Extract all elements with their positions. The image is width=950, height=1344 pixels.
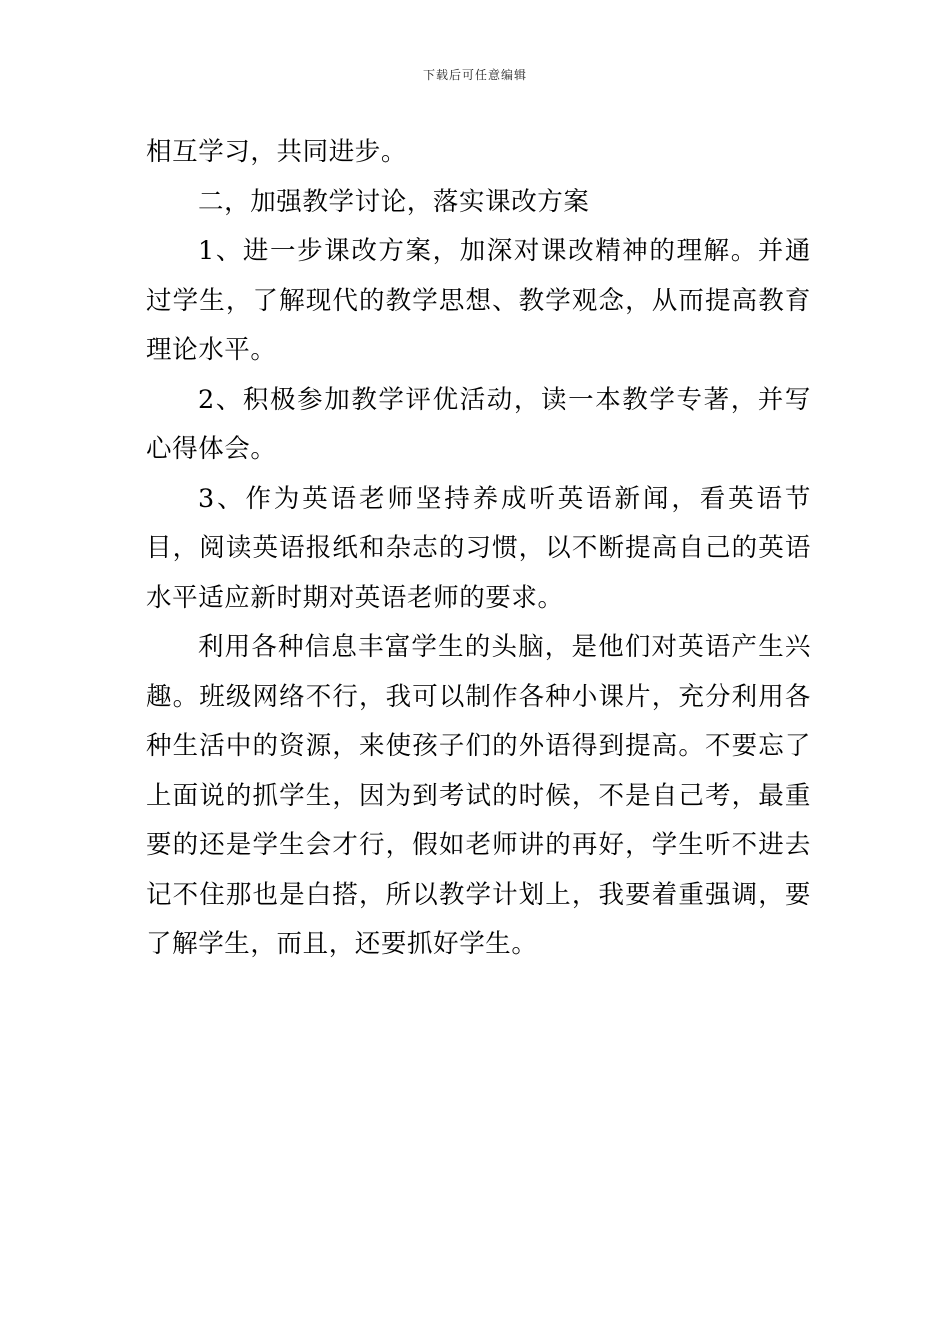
paragraph-continuation: 相互学习，共同进步。 (146, 137, 408, 167)
paragraph-item-2: 2、积极参加教学评优活动，读一本教学专著，并写心得体会。 (146, 384, 811, 464)
page-header-note: 下载后可任意编辑 (422, 68, 527, 82)
section-heading: 二，加强教学讨论，落实课改方案 (198, 186, 590, 217)
document-body (146, 128, 811, 970)
paragraph-item-1: 1、进一步课改方案，加深对课改精神的理解。并通过学生，了解现代的教学思想、教学观念，从而提高教育理论水平。 (146, 236, 811, 365)
paragraph-closing: 利用各种信息丰富学生的头脑，是他们对英语产生兴趣。班级网络不行，我可以制作各种小课片，充分利用各种生活中的资源，来使孩子们的外语得到提高。不要忘了上面说的抓学生，因为到考试的时候，不是自己考，最重要的还是学生会才行，假如老师讲的再好，学生听不进去记不住那也是白搭，所以教学计划上，我要着重强调，要了解学生，而且，还要抓好学生。 (146, 632, 811, 959)
paragraph-item-3: 3、作为英语老师坚持养成听英语新闻，看英语节目，阅读英语报纸和杂志的习惯，以不断提高自己的英语水平适应新时期对英语老师的要求。 (146, 483, 811, 613)
